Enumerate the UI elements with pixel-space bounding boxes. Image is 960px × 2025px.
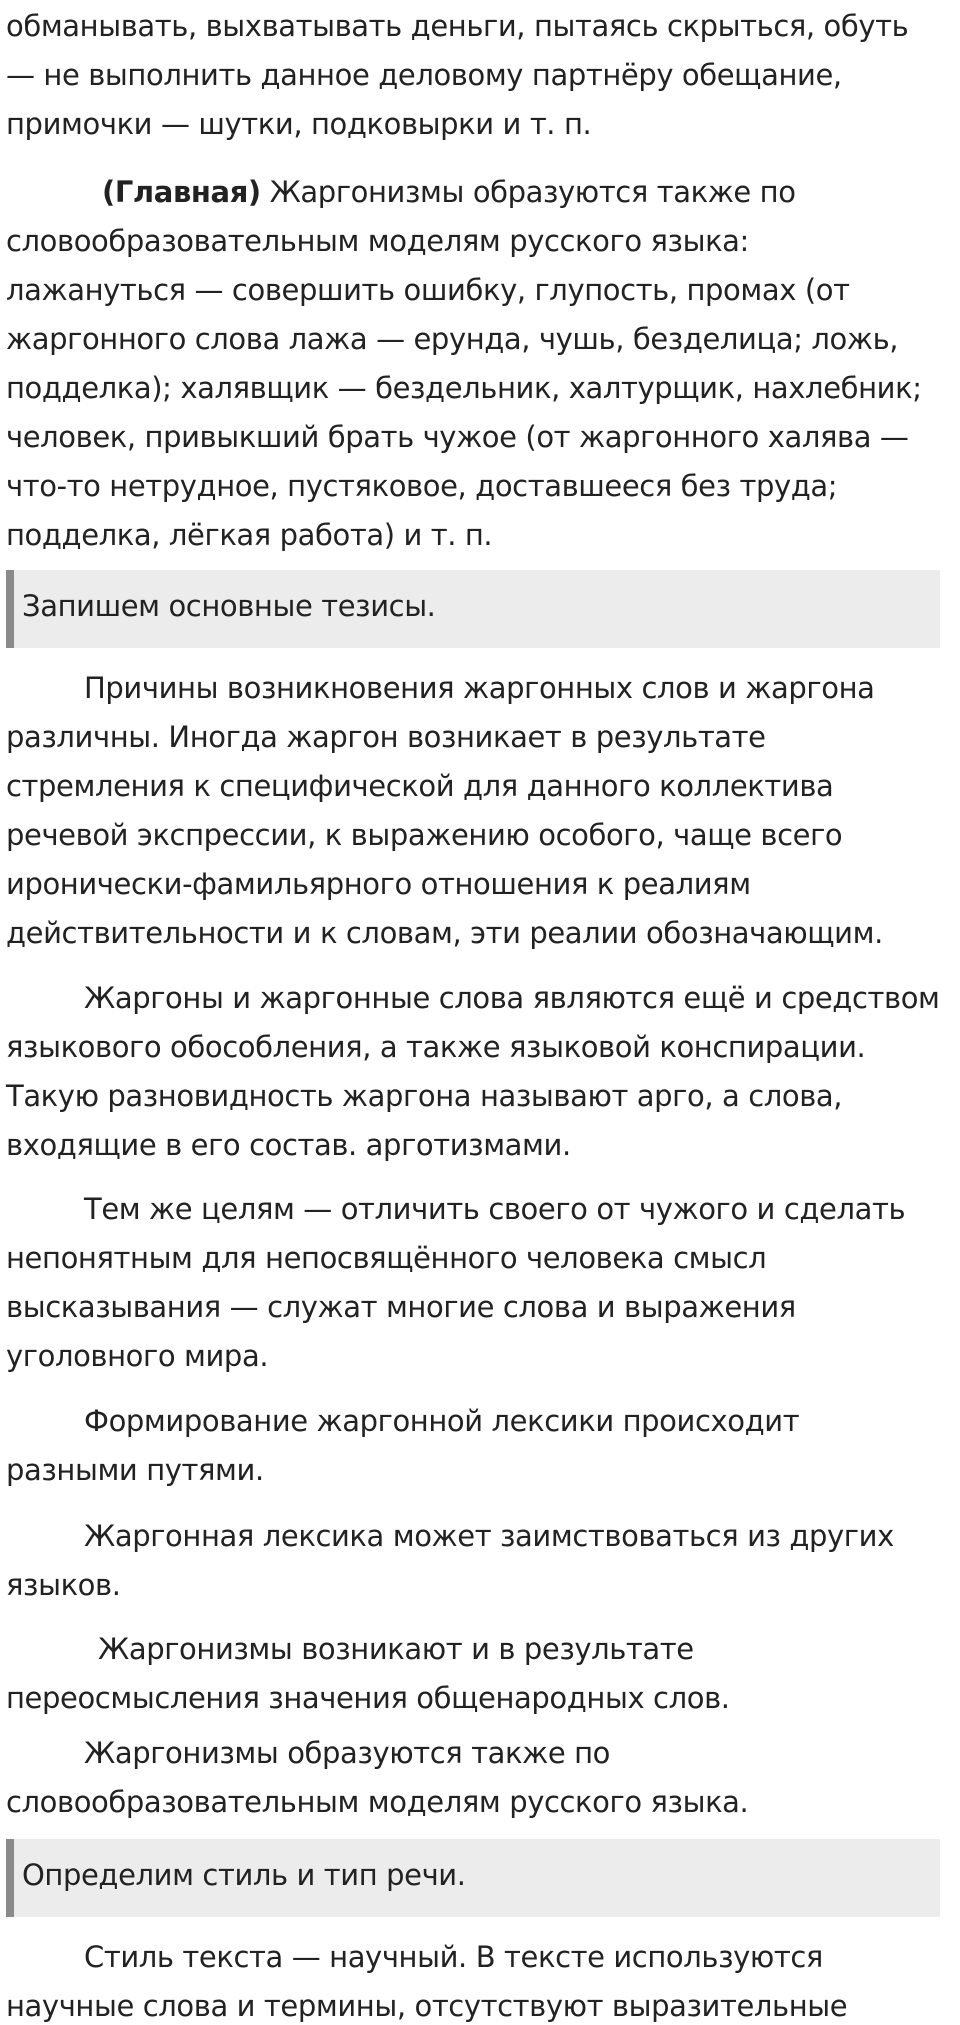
main-paragraph xyxy=(0,168,960,560)
text-line: уголовного мира. xyxy=(6,1339,269,1373)
main-first-line: Жаргонизмы образуются также по xyxy=(260,175,796,209)
text-line xyxy=(6,168,960,217)
style-paragraph xyxy=(0,1933,960,2025)
text-line: разными путями. xyxy=(6,1453,264,1487)
section-heading-style xyxy=(0,1839,960,1917)
text-line: языкового обособления, а также языковой конспирации. xyxy=(6,1030,866,1064)
text-line: переосмысления значения общенародных слов. xyxy=(6,1681,730,1715)
text-line: что-то нетрудное, пустяковое, доставшееся без труда; xyxy=(6,469,838,503)
text-line: речевой экспрессии, к выражению особого, чаще всего xyxy=(6,818,843,852)
section-heading-text: Запишем основные тезисы. xyxy=(22,589,436,623)
text-line: научные слова и термины, отсутствуют выразительные xyxy=(6,1989,848,2023)
text-line: языков. xyxy=(6,1568,121,1602)
text-line: жаргонного слова лажа — ерунда, чушь, безделица; ложь, xyxy=(6,322,899,356)
text-line: Стиль текста — научный. В тексте используются xyxy=(84,1940,823,1974)
text-line: подделка, лёгкая работа) и т. п. xyxy=(6,518,493,552)
text-line: — не выполнить данное деловому партнёру обещание, xyxy=(6,58,842,92)
text-line: словообразовательным моделям русского языка: xyxy=(6,224,749,258)
section-heading-theses xyxy=(0,570,960,648)
text-line: Формирование жаргонной лексики происходит xyxy=(84,1404,800,1438)
text-line: высказывания — служат многие слова и выражения xyxy=(6,1290,796,1324)
text-line: Жаргонная лексика может заимствоваться из других xyxy=(84,1519,894,1553)
thesis-paragraph xyxy=(0,974,960,1170)
intro-paragraph xyxy=(0,2,960,149)
thesis-paragraph xyxy=(0,1729,960,1827)
text-line: обманывать, выхватывать деньги, пытаясь скрыться, обуть xyxy=(6,9,909,43)
main-label: (Главная) xyxy=(102,175,261,209)
text-line: различны. Иногда жаргон возникает в результате xyxy=(6,720,766,754)
text-line: примочки — шутки, подковырки и т. п. xyxy=(6,107,592,141)
text-line: Жаргонизмы образуются также по xyxy=(84,1736,610,1770)
text-line: Жаргонизмы возникают и в результате xyxy=(98,1632,694,1666)
text-line: словообразовательным моделям русского языка. xyxy=(6,1785,749,1819)
text-line: человек, привыкший брать чужое (от жаргонного халява — xyxy=(6,420,909,454)
text-line: Жаргоны и жаргонные слова являются ещё и средством xyxy=(84,981,940,1015)
text-line: Причины возникновения жаргонных слов и жаргона xyxy=(84,671,875,705)
thesis-paragraph xyxy=(0,664,960,958)
text-line: действительности и к словам, эти реалии обозначающим. xyxy=(6,916,883,950)
text-line: лажануться — совершить ошибку, глупость, промах (от xyxy=(6,273,850,307)
thesis-paragraph xyxy=(0,1185,960,1381)
text-line: входящие в его состав. арготизмами. xyxy=(6,1128,571,1162)
text-line: Такую разновидность жаргона называют арго, а слова, xyxy=(6,1079,843,1113)
text-line: подделка); халявщик — бездельник, халтурщик, нахлебник; xyxy=(6,371,922,405)
section-heading-text: Определим стиль и тип речи. xyxy=(22,1858,466,1892)
text-line: стремления к специфической для данного коллектива xyxy=(6,769,834,803)
thesis-paragraph xyxy=(0,1512,960,1610)
text-line: непонятным для непосвящённого человека смысл xyxy=(6,1241,767,1275)
thesis-paragraph xyxy=(0,1397,960,1495)
text-line: иронически-фамильярного отношения к реалиям xyxy=(6,867,751,901)
text-line: Тем же целям — отличить своего от чужого и сделать xyxy=(84,1192,906,1226)
thesis-paragraph xyxy=(0,1625,960,1723)
